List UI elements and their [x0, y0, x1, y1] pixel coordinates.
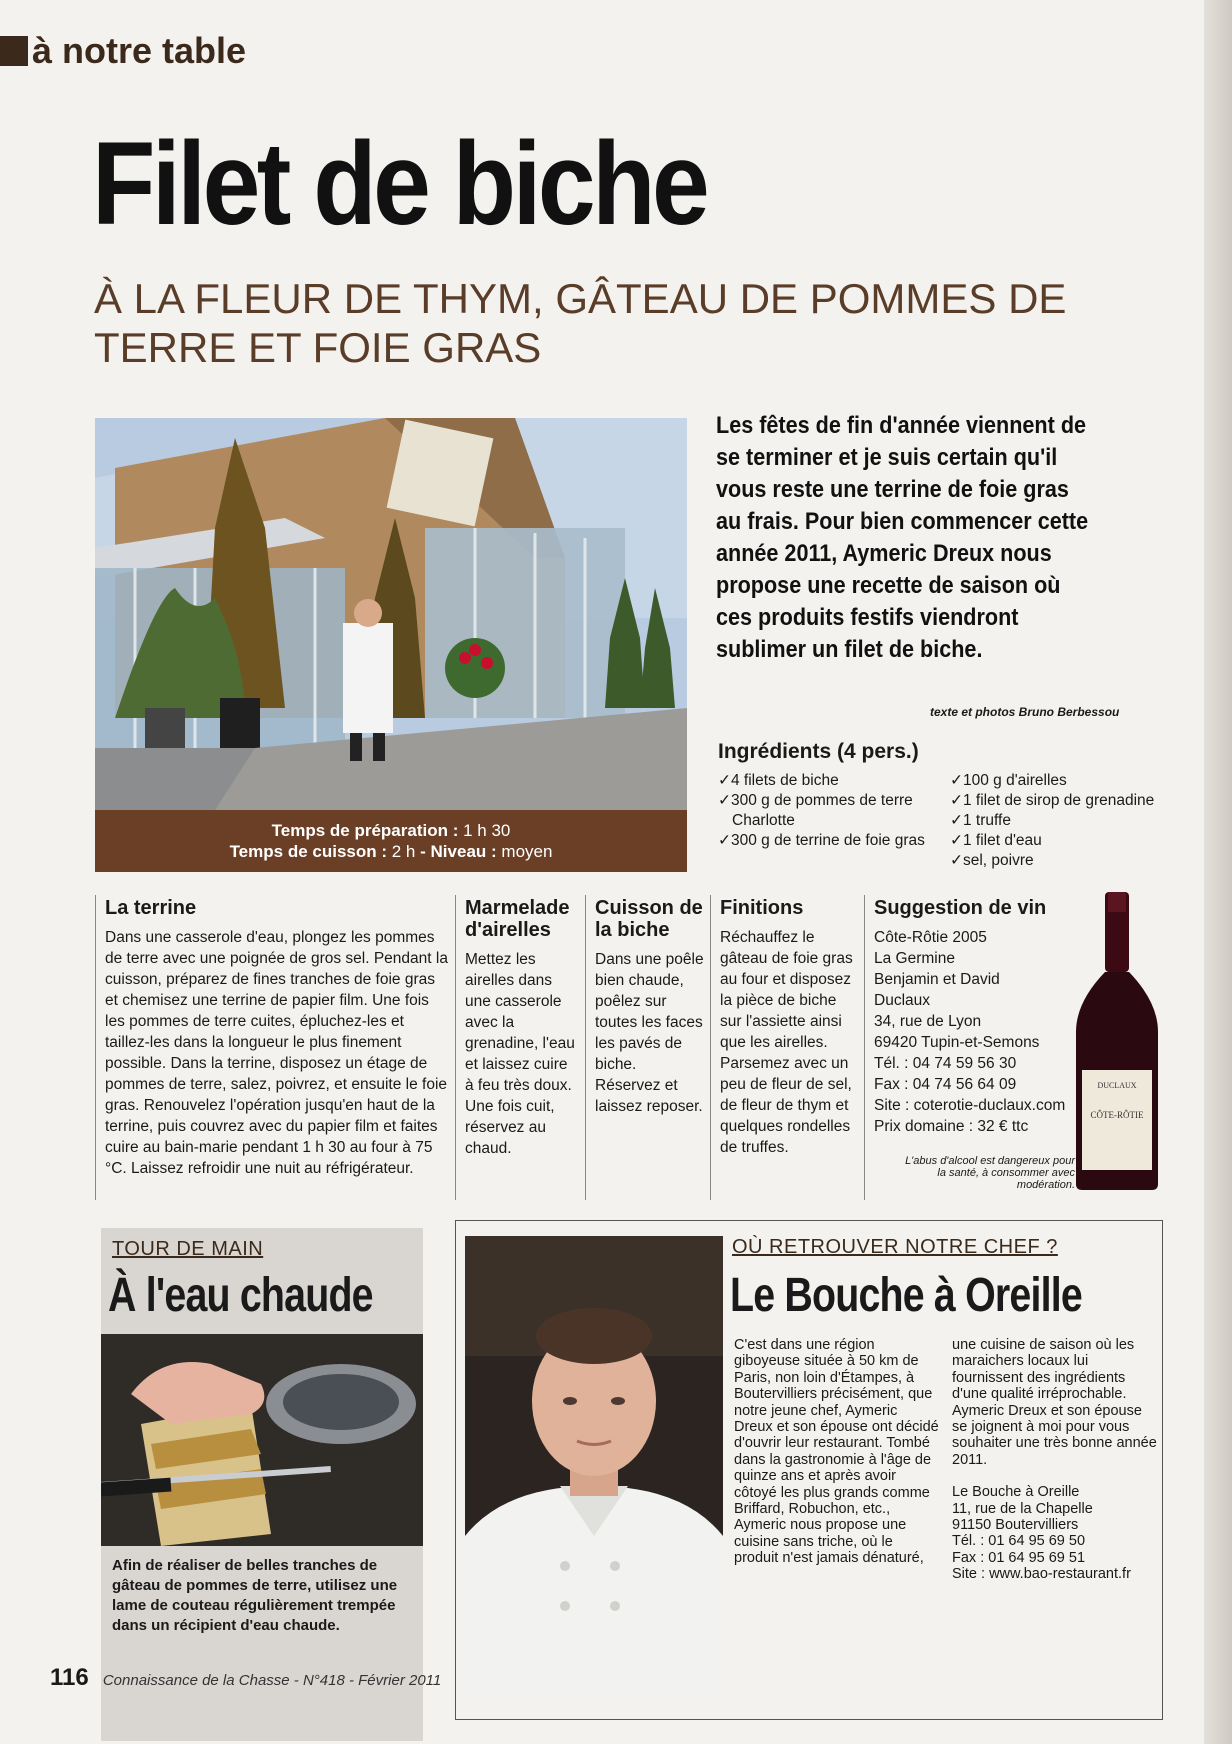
- ingredients-title: Ingrédients (4 pers.): [718, 740, 919, 763]
- ingredients-list-right: [950, 771, 1180, 871]
- column-divider: [864, 895, 865, 1200]
- ingredient-item: ✓300 g de terrine de foie gras: [718, 832, 925, 849]
- wine-line: Tél. : 04 74 59 56 30: [874, 1055, 1017, 1072]
- marmelade-text: Mettez les airelles dans une casserole avec la grenadine, l'eau et laissez cuire à feu très doux. Une fois cuit, réservez au chaud.: [465, 951, 575, 1157]
- chef-text: une cuisine de saison où les maraichers locaux lui fournissent des ingrédients d'une qualité irréprochable. Aymeric Dreux et son épouse se joignent à moi pour vous souhaiter une très bonne année 2011.: [952, 1337, 1157, 1468]
- tour-title: À l'eau chaude: [108, 1269, 373, 1322]
- time-bar: [95, 810, 687, 872]
- ingredient-item: ✓sel, poivre: [950, 852, 1034, 869]
- wine-line: 69420 Tupin-et-Semons: [874, 1034, 1040, 1051]
- wine-line: Benjamin et David: [874, 971, 1000, 988]
- page-subtitle: À LA FLEUR DE THYM, GÂTEAU DE POMMES DE TERRE ET FOIE GRAS: [94, 275, 1067, 371]
- wine-line: Duclaux: [874, 992, 930, 1009]
- column-divider: [455, 895, 456, 1200]
- terrine-column: [105, 897, 450, 1179]
- marmelade-column: [465, 897, 580, 1159]
- bottle-label-brand: DUCLAUX: [1097, 1081, 1137, 1090]
- wine-line: Fax : 04 74 56 64 09: [874, 1076, 1017, 1093]
- finitions-title: Finitions: [720, 897, 804, 919]
- cuisson-column: [595, 897, 705, 1117]
- wine-line: Site : coterotie-duclaux.com: [874, 1097, 1066, 1114]
- tour-caption: Afin de réaliser de belles tranches de gâteau de pommes de terre, utilisez une lame de couteau régulièrement trempée dans un récipient d'eau chaude.: [112, 1557, 398, 1634]
- chef-address-line: 91150 Boutervilliers: [952, 1517, 1079, 1534]
- level-label: Niveau :: [430, 842, 497, 861]
- wine-line: La Germine: [874, 950, 955, 967]
- chef-photo: [465, 1236, 723, 1704]
- wine-line: Prix domaine : 32 € ttc: [874, 1118, 1029, 1135]
- chef-address-line: Site : www.bao-restaurant.fr: [952, 1566, 1131, 1583]
- ingredient-item: ✓4 filets de biche: [718, 772, 839, 789]
- finitions-column: [720, 897, 860, 1158]
- column-divider: [710, 895, 711, 1200]
- ingredients-list-left: [718, 771, 938, 851]
- ingredient-item: ✓1 filet d'eau: [950, 832, 1042, 849]
- wine-bottle-image: [1072, 892, 1162, 1192]
- tour-label: TOUR DE MAIN: [112, 1238, 264, 1260]
- section-bar: [0, 36, 28, 66]
- magazine-info: Connaissance de la Chasse - N°418 - Février 2011: [102, 1672, 442, 1689]
- page-title: Filet de biche: [92, 118, 707, 250]
- chef-title: Le Bouche à Oreille: [730, 1269, 1082, 1322]
- chef-text-col2: [952, 1337, 1157, 1583]
- page-edge: [1204, 0, 1232, 1744]
- level-value: moyen: [501, 842, 553, 861]
- wine-column: [874, 897, 1084, 1137]
- ingredient-item: ✓100 g d'airelles: [950, 772, 1067, 789]
- cook-value: 2 h: [391, 842, 416, 861]
- restaurant-photo: [95, 418, 687, 810]
- column-divider: [585, 895, 586, 1200]
- bottle-label-name: CÔTE-RÔTIE: [1090, 1110, 1144, 1120]
- cook-label: Temps de cuisson :: [229, 842, 388, 861]
- ingredient-item: ✓300 g de pommes de terre Charlotte: [718, 792, 913, 829]
- chef-address-line: Tél. : 01 64 95 69 50: [952, 1533, 1086, 1550]
- section-tag: [0, 30, 246, 72]
- wine-title: Suggestion de vin: [874, 897, 1047, 919]
- tour-photo: [101, 1334, 423, 1546]
- page-footer: [50, 1664, 441, 1692]
- prep-label: Temps de préparation :: [271, 821, 459, 840]
- marmelade-title: Marmelade d'airelles: [465, 897, 570, 941]
- wine-line: Côte-Rôtie 2005: [874, 929, 987, 946]
- finitions-text: Réchauffez le gâteau de foie gras au four et disposez la pièce de biche sur l'assiette ainsi que les airelles. Parsemez avec un peu de fleur de sel, de fleur de thym et quelques rondelles de truffes.: [720, 929, 853, 1156]
- prep-value: 1 h 30: [463, 821, 511, 840]
- chef-address-line: Fax : 01 64 95 69 51: [952, 1549, 1086, 1566]
- time-separator: -: [420, 842, 426, 861]
- cuisson-title: Cuisson de la biche: [595, 897, 703, 941]
- alcohol-warning: L'abus d'alcool est dangereux pour la santé, à consommer avec modération.: [905, 1155, 1075, 1191]
- page-number: 116: [50, 1664, 89, 1691]
- cuisson-text: Dans une poêle bien chaude, poêlez sur toutes les faces les pavés de biche. Réservez et laissez reposer.: [595, 951, 704, 1115]
- wine-line: 34, rue de Lyon: [874, 1013, 982, 1030]
- chef-address-line: 11, rue de la Chapelle: [952, 1500, 1093, 1517]
- intro-text: Les fêtes de fin d'année viennent de se terminer et je suis certain qu'il vous reste une terrine de foie gras au frais. Pour bien commencer cette année 2011, Aymeric Dreux nous propose une recette de saison où ces produits festifs viendront sublimer un filet de biche.: [716, 412, 1089, 663]
- photo-credit: texte et photos Bruno Berbessou: [930, 705, 1120, 719]
- terrine-text: Dans une casserole d'eau, plongez les pommes de terre avec une poignée de gros sel. Pendant la cuisson, préparez de fines tranches de foie gras et chemisez une terrine de papier film. Une fois les pommes de terre cuites, épluchez-les et taillez-les dans la longueur le plus finement possible. Dans la terrine, disposez un étage de pommes de terre, salez, poivrez, et ensuite le foie gras. Renouvelez l'opération jusqu'en haut de la terrine, puis couvrez avec du papier film et faites cuire au bain-marie pendant 1 h 30 au four à 75 °C. Laissez refroidir une nuit au réfrigérateur.: [105, 929, 448, 1177]
- terrine-title: La terrine: [105, 897, 197, 919]
- ingredient-item: ✓1 truffe: [950, 812, 1011, 829]
- ingredient-item: ✓1 filet de sirop de grenadine: [950, 792, 1155, 809]
- section-label: à notre table: [32, 30, 247, 71]
- chef-text-col1: C'est dans une région giboyeuse située à 50 km de Paris, non loin d'Étampes, à Boutervilliers précisément, que notre jeune chef, Aymeric Dreux et son épouse ont décidé d'ouvrir leur restaurant. Tombé dans la gastronomie à l'âge de quinze ans et après avoir côtoyé les plus grands comme Briffard, Robuchon, etc., Aymeric nous propose une cuisine sans triche, où le produit n'est jamais dénaturé,: [734, 1337, 939, 1567]
- chef-label: OÙ RETROUVER NOTRE CHEF ?: [732, 1236, 1058, 1258]
- chef-address-line: Le Bouche à Oreille: [952, 1484, 1080, 1501]
- column-divider: [95, 895, 96, 1200]
